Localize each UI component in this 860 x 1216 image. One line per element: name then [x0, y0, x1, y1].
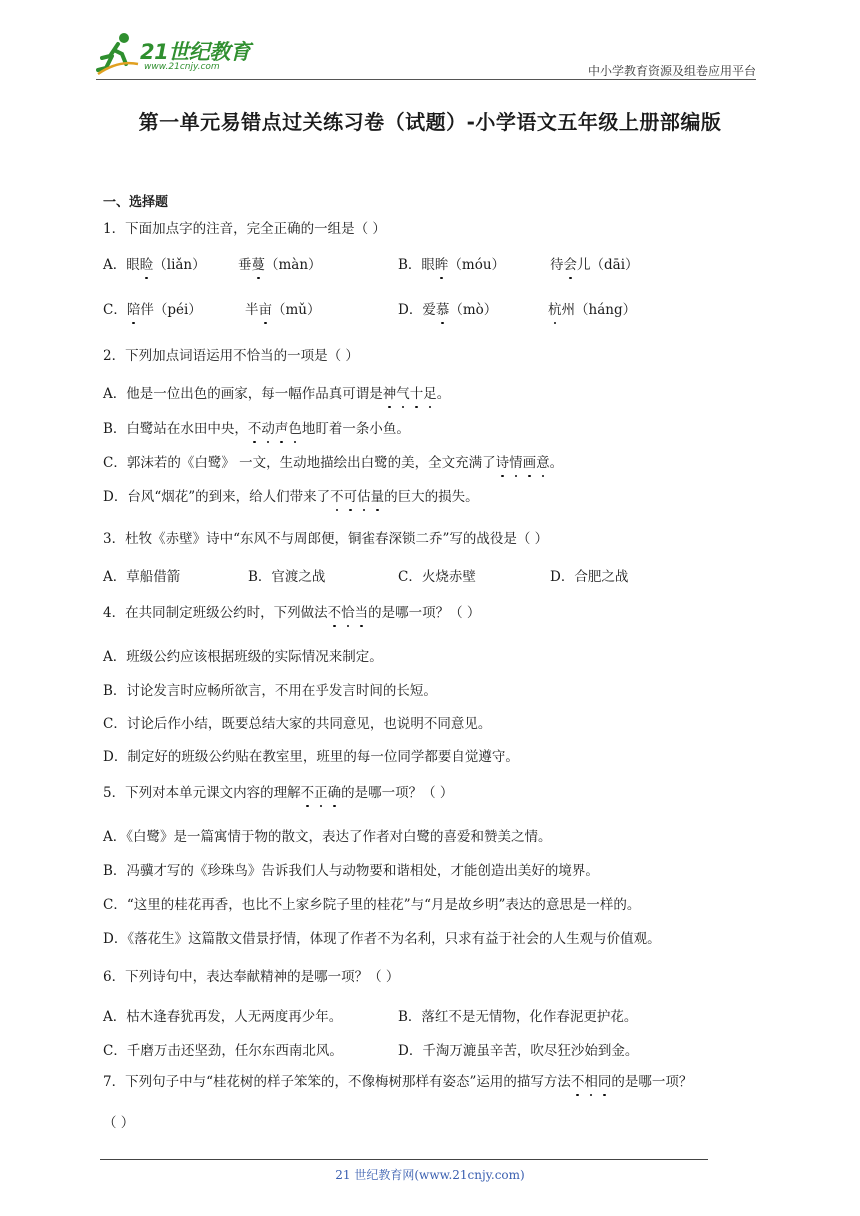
- q3-option-b: B．官渡之战: [248, 569, 326, 585]
- q5-option-b: B．冯骥才写的《珍珠鸟》告诉我们人与动物要和谐相处，才能创造出美好的境界。: [103, 863, 599, 879]
- q2-option-c: C．郭沫若的《白鹭》 一文，生动地描绘出白鹭的美，全文充满了诗情画意。: [103, 455, 564, 471]
- q4-stem: 4．在共同制定班级公约时，下列做法不恰当的是哪一项？（ ）: [103, 605, 481, 621]
- q1-option-a2: 垂蔓（màn）: [238, 257, 322, 273]
- q6-option-a: A．枯木逢春犹再发，人无两度再少年。: [103, 1009, 343, 1025]
- site-logo: [96, 30, 266, 80]
- q1-option-d: D．爱慕（mò）: [398, 302, 498, 318]
- q1-option-c: C．陪伴（péi）: [103, 302, 202, 318]
- q7-answer-blank: （ ）: [103, 1115, 135, 1131]
- q6-option-c: C．千磨万击还坚劲，任尔东西南北风。: [103, 1043, 343, 1059]
- q5-option-a: A．《白鹭》是一篇寓情于物的散文，表达了作者对白鹭的喜爱和赞美之情。: [103, 829, 552, 845]
- q3-option-c: C．火烧赤壁: [398, 569, 476, 585]
- q4-option-d: D．制定好的班级公约贴在教室里，班里的每一位同学都要自觉遵守。: [103, 749, 519, 765]
- q3-option-a: A．草船借箭: [103, 569, 181, 585]
- q2-option-d: D．台风“烟花”的到来，给人们带来了不可估量的巨大的损失。: [103, 489, 479, 505]
- q5-stem: 5．下列对本单元课文内容的理解不正确的是哪一项？（ ）: [103, 785, 454, 801]
- q5-option-d: D．《落花生》这篇散文借景抒情，体现了作者不为名利，只求有益于社会的人生观与价值观。: [103, 931, 661, 947]
- header-divider: [96, 79, 756, 80]
- q5-option-c: C．“这里的桂花再香，也比不上家乡院子里的桂花”与“月是故乡明”表达的意思是一样的。: [103, 897, 641, 913]
- q1-option-c2: 半亩（mǔ）: [245, 302, 321, 318]
- q3-option-d: D．合肥之战: [550, 569, 629, 585]
- q4-option-c: C．讨论后作小结，既要总结大家的共同意见，也说明不同意见。: [103, 716, 492, 732]
- q3-stem: 3．杜牧《赤壁》诗中“东风不与周郎便，铜雀春深锁二乔”写的战役是（ ）: [103, 531, 549, 547]
- page-title: 第一单元易错点过关练习卷（试题）-小学语文五年级上册部编版: [138, 110, 722, 134]
- q1-option-b: B．眼眸（móu）: [398, 257, 506, 273]
- q2-stem: 2．下列加点词语运用不恰当的一项是（ ）: [103, 348, 359, 364]
- q1-option-a: A．眼睑（liǎn）: [103, 257, 206, 273]
- runner-logo-icon: [96, 30, 140, 76]
- footer-text: 21 世纪教育网(www.21cnjy.com): [335, 1168, 525, 1182]
- q7-stem: 7．下列句子中与“桂花树的样子笨笨的，不像梅树那样有姿态”运用的描写方法不相同的是哪一项？: [103, 1074, 693, 1090]
- q6-option-b: B．落红不是无情物，化作春泥更护花。: [398, 1009, 638, 1025]
- q1-stem: 1．下面加点字的注音，完全正确的一组是（ ）: [103, 221, 386, 237]
- q2-option-a: A．他是一位出色的画家，每一幅作品真可谓是神气十足。: [103, 386, 451, 402]
- logo-url: www.21cnjy.com: [144, 62, 220, 72]
- q6-stem: 6．下列诗句中，表达奉献精神的是哪一项？（ ）: [103, 969, 400, 985]
- q4-option-a: A．班级公约应该根据班级的实际情况来制定。: [103, 649, 383, 665]
- logo-text: 21世纪教育: [140, 40, 251, 64]
- section-heading: 一、选择题: [103, 195, 169, 210]
- footer-divider: [100, 1159, 708, 1160]
- q1-option-d2: 杭州（háng）: [548, 302, 637, 318]
- q1-option-b2: 待会儿（dāi）: [550, 257, 639, 273]
- q2-option-b: B．白鹭站在水田中央，不动声色地盯着一条小鱼。: [103, 421, 410, 437]
- q4-option-b: B．讨论发言时应畅所欲言，不用在乎发言时间的长短。: [103, 683, 437, 699]
- platform-name: 中小学教育资源及组卷应用平台: [587, 64, 756, 78]
- q6-option-d: D．千淘万漉虽辛苦，吹尽狂沙始到金。: [398, 1043, 639, 1059]
